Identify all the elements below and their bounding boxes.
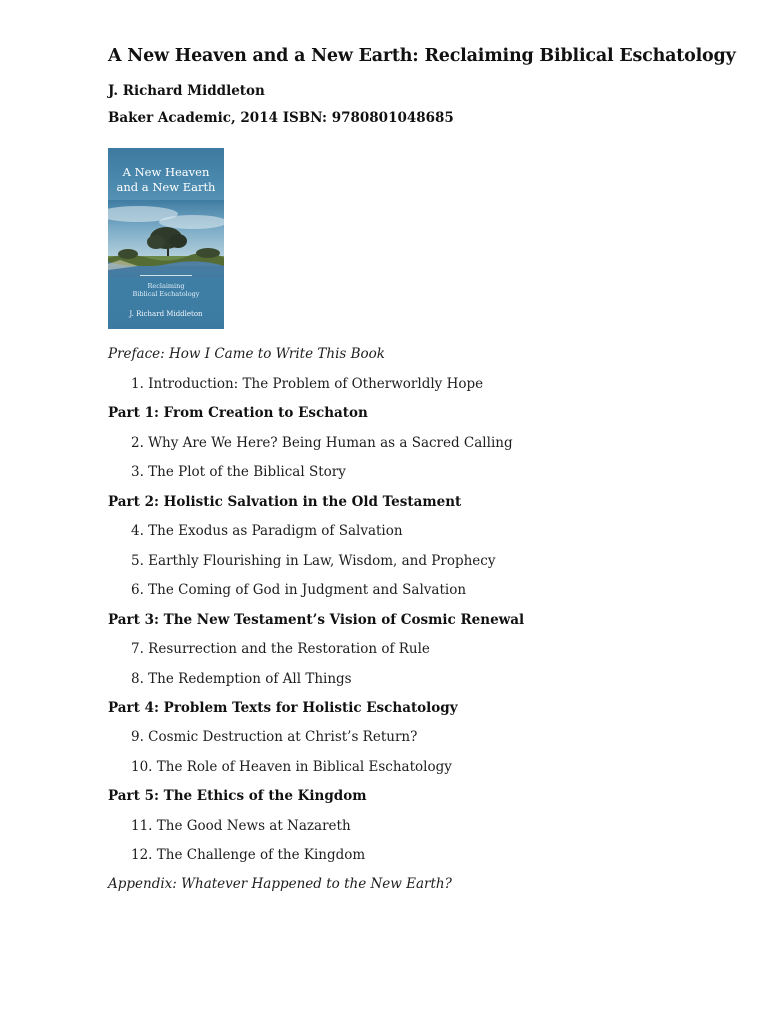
cover-subtitle-line: Biblical Eschatology: [132, 290, 200, 298]
book-cover-image: [108, 148, 224, 329]
toc-part-heading: Part 2: Holistic Salvation in the Old Testament: [108, 494, 462, 510]
toc-chapter: 12. The Challenge of the Kingdom: [131, 847, 366, 863]
toc-chapter: 1. Introduction: The Problem of Otherworldly Hope: [131, 376, 484, 392]
book-title: A New Heaven and a New Earth: Reclaiming Biblical Eschatology: [108, 46, 736, 66]
toc-chapter: 3. The Plot of the Biblical Story: [131, 464, 346, 480]
cover-title: [108, 165, 224, 195]
toc-chapter: 2. Why Are We Here? Being Human as a Sacred Calling: [131, 435, 513, 451]
cover-subtitle-line: Reclaiming: [147, 282, 185, 290]
toc-chapter: 9. Cosmic Destruction at Christ’s Return?: [131, 729, 418, 745]
cover-subtitle: [108, 282, 224, 298]
book-author: J. Richard Middleton: [108, 83, 265, 99]
toc-preface: Preface: How I Came to Write This Book: [108, 346, 385, 362]
toc-chapter: 4. The Exodus as Paradigm of Salvation: [131, 523, 403, 539]
toc-part-heading: Part 4: Problem Texts for Holistic Eschatology: [108, 700, 458, 716]
cover-title-line: A New Heaven: [122, 165, 210, 179]
cover-divider: [140, 275, 192, 276]
toc-chapter: 11. The Good News at Nazareth: [131, 818, 351, 834]
toc-chapter: 8. The Redemption of All Things: [131, 671, 352, 687]
toc-chapter: 7. Resurrection and the Restoration of Rule: [131, 641, 430, 657]
toc-appendix: Appendix: Whatever Happened to the New Earth?: [108, 876, 452, 892]
cover-author: J. Richard Middleton: [129, 310, 203, 318]
toc-part-heading: Part 1: From Creation to Eschaton: [108, 405, 368, 421]
toc-chapter: 6. The Coming of God in Judgment and Salvation: [131, 582, 467, 598]
toc-part-heading: Part 5: The Ethics of the Kingdom: [108, 788, 367, 804]
publication-info: Baker Academic, 2014 ISBN: 9780801048685: [108, 110, 454, 126]
toc-part-heading: Part 3: The New Testament’s Vision of Cosmic Renewal: [108, 612, 525, 628]
toc-chapter: 10. The Role of Heaven in Biblical Eschatology: [131, 759, 452, 775]
cover-title-line: and a New Earth: [116, 180, 216, 194]
toc-chapter: 5. Earthly Flourishing in Law, Wisdom, and Prophecy: [131, 553, 496, 569]
